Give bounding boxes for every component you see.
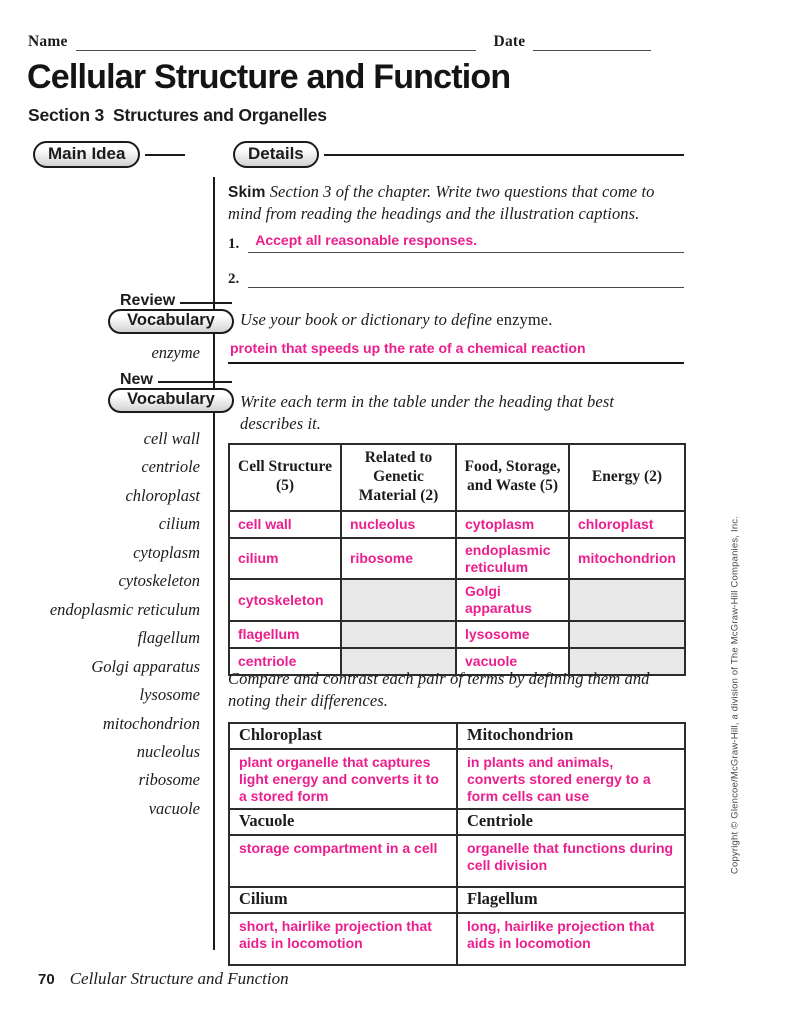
skim-text: Section 3 of the chapter. Write two questions that come to mind from reading the headings and the illustration captions.	[228, 182, 655, 223]
vocab-term: lysosome	[139, 685, 200, 705]
term-row	[229, 809, 685, 835]
table-header-row	[229, 444, 685, 511]
section-heading	[28, 105, 327, 126]
question-1-number: 1.	[228, 236, 240, 252]
column-header: Related to Genetic Material (2)	[341, 444, 456, 511]
enzyme-term-label: enzyme	[151, 343, 200, 362]
details-pill: Details	[233, 141, 319, 168]
term-cell: Vacuole	[229, 809, 457, 835]
page-title: Cellular Structure and Function	[27, 58, 511, 96]
vocab-term: ribosome	[138, 770, 200, 790]
vocab-term: cell wall	[143, 429, 200, 448]
name-label: Name	[28, 33, 68, 50]
compare-contrast-prompt: Compare and contrast each pair of terms by defining them and noting their differences.	[228, 669, 650, 710]
new-tab-label: New	[120, 371, 153, 388]
vocab-term: mitochondrion	[102, 713, 200, 733]
review-tab-top	[108, 292, 234, 310]
name-blank-line	[76, 32, 476, 51]
term-cell: Flagellum	[457, 887, 685, 913]
definition-cell: in plants and animals, converts stored energy to a form cells can use	[457, 749, 685, 809]
column-header: Cell Structure (5)	[229, 444, 341, 511]
term-cell: Chloroplast	[229, 723, 457, 749]
column-header: Food, Storage, and Waste (5)	[456, 444, 569, 511]
definition-cell: short, hairlike projection that aids in locomotion	[229, 913, 457, 965]
table-cell: nucleolus	[341, 511, 456, 538]
table-row	[229, 511, 685, 538]
table-row	[229, 538, 685, 580]
new-tab-top	[108, 371, 234, 389]
table-cell: lysosome	[456, 621, 569, 648]
date-label: Date	[493, 33, 526, 50]
question-1-answer-line: Accept all reasonable responses.	[248, 232, 684, 253]
table-cell-empty	[341, 579, 456, 621]
table-cell: chloroplast	[569, 511, 685, 538]
details-rule	[324, 154, 684, 156]
page-number: 70	[38, 971, 55, 988]
enzyme-definition-answer: protein that speeds up the rate of a chemical reaction	[228, 340, 684, 364]
date-blank-line	[533, 32, 651, 51]
new-vocab-prompt: Write each term in the table under the heading that best describes it.	[240, 392, 615, 433]
term-cell: Cilium	[229, 887, 457, 913]
definition-cell: organelle that functions during cell division	[457, 835, 685, 887]
vocab-term: cytoplasm	[133, 542, 200, 562]
vocab-term: endoplasmic reticulum	[49, 599, 200, 619]
question-2-row	[228, 265, 684, 288]
table-cell: cytoskeleton	[229, 579, 341, 621]
table-row	[229, 621, 685, 648]
vocab-term: cytoskeleton	[118, 571, 200, 591]
definition-row	[229, 835, 685, 887]
table-cell-empty	[569, 579, 685, 621]
definition-row	[229, 749, 685, 809]
table-cell-empty	[569, 621, 685, 648]
footer-book-title: Cellular Structure and Function	[69, 969, 289, 988]
vocab-term: flagellum	[137, 628, 200, 648]
new-vocabulary-tab	[108, 371, 234, 413]
question-2-answer-line	[248, 284, 684, 288]
vocab-term: chloroplast	[125, 485, 200, 505]
review-tab-label: Review	[120, 292, 176, 309]
table-cell: cell wall	[229, 511, 341, 538]
definition-cell: plant organelle that captures light energy and converts it to a stored form	[229, 749, 457, 809]
definition-cell: storage compartment in a cell	[229, 835, 457, 887]
question-1-row	[228, 230, 684, 253]
compare-contrast-table	[228, 722, 686, 966]
review-prompt-italic: Use your book or dictionary to define	[240, 310, 497, 329]
table-cell: centriole	[229, 648, 341, 675]
table-cell-empty	[341, 621, 456, 648]
name-date-row	[28, 32, 684, 51]
review-tab-rule	[180, 302, 232, 304]
table-cell: mitochondrion	[569, 538, 685, 580]
term-cell: Centriole	[457, 809, 685, 835]
column-header: Energy (2)	[569, 444, 685, 511]
term-cell: Mitochondrion	[457, 723, 685, 749]
main-idea-rule	[145, 154, 185, 156]
question-2-number: 2.	[228, 271, 240, 287]
vocab-term: vacuole	[148, 798, 200, 818]
term-row	[229, 887, 685, 913]
main-idea-pill: Main Idea	[33, 141, 140, 168]
term-row	[229, 723, 685, 749]
review-vocab-prompt	[240, 309, 680, 331]
definition-cell: long, hairlike projection that aids in locomotion	[457, 913, 685, 965]
table-cell: cytoplasm	[456, 511, 569, 538]
review-vocabulary-pill: Vocabulary	[108, 309, 234, 334]
vocab-term: nucleolus	[136, 741, 200, 761]
page-footer	[38, 969, 289, 989]
new-vocabulary-pill: Vocabulary	[108, 388, 234, 413]
table-cell: Golgi apparatus	[456, 579, 569, 621]
skim-instructions	[228, 181, 680, 225]
copyright-sidebar: Copyright © Glencoe/McGraw-Hill, a division of The McGraw-Hill Companies, Inc.	[729, 515, 741, 875]
main-idea-header	[33, 141, 185, 168]
review-vocabulary-tab	[108, 292, 234, 334]
vocab-term: centriole	[141, 457, 200, 477]
details-header	[233, 141, 684, 168]
table-cell: endoplasmic reticulum	[456, 538, 569, 580]
vocabulary-term-list	[0, 425, 200, 823]
table-cell: cilium	[229, 538, 341, 580]
section-title: Structures and Organelles	[113, 105, 327, 125]
vocab-term: cilium	[158, 514, 200, 534]
review-prompt-term: enzyme.	[496, 310, 553, 329]
skim-label: Skim	[228, 184, 266, 201]
vocab-term: Golgi apparatus	[91, 656, 200, 676]
classification-table	[228, 443, 686, 676]
definition-row	[229, 913, 685, 965]
table-cell: vacuole	[456, 648, 569, 675]
table-row	[229, 579, 685, 621]
new-tab-rule	[158, 381, 232, 383]
section-number: Section 3	[28, 105, 105, 125]
table-cell: ribosome	[341, 538, 456, 580]
table-cell: flagellum	[229, 621, 341, 648]
